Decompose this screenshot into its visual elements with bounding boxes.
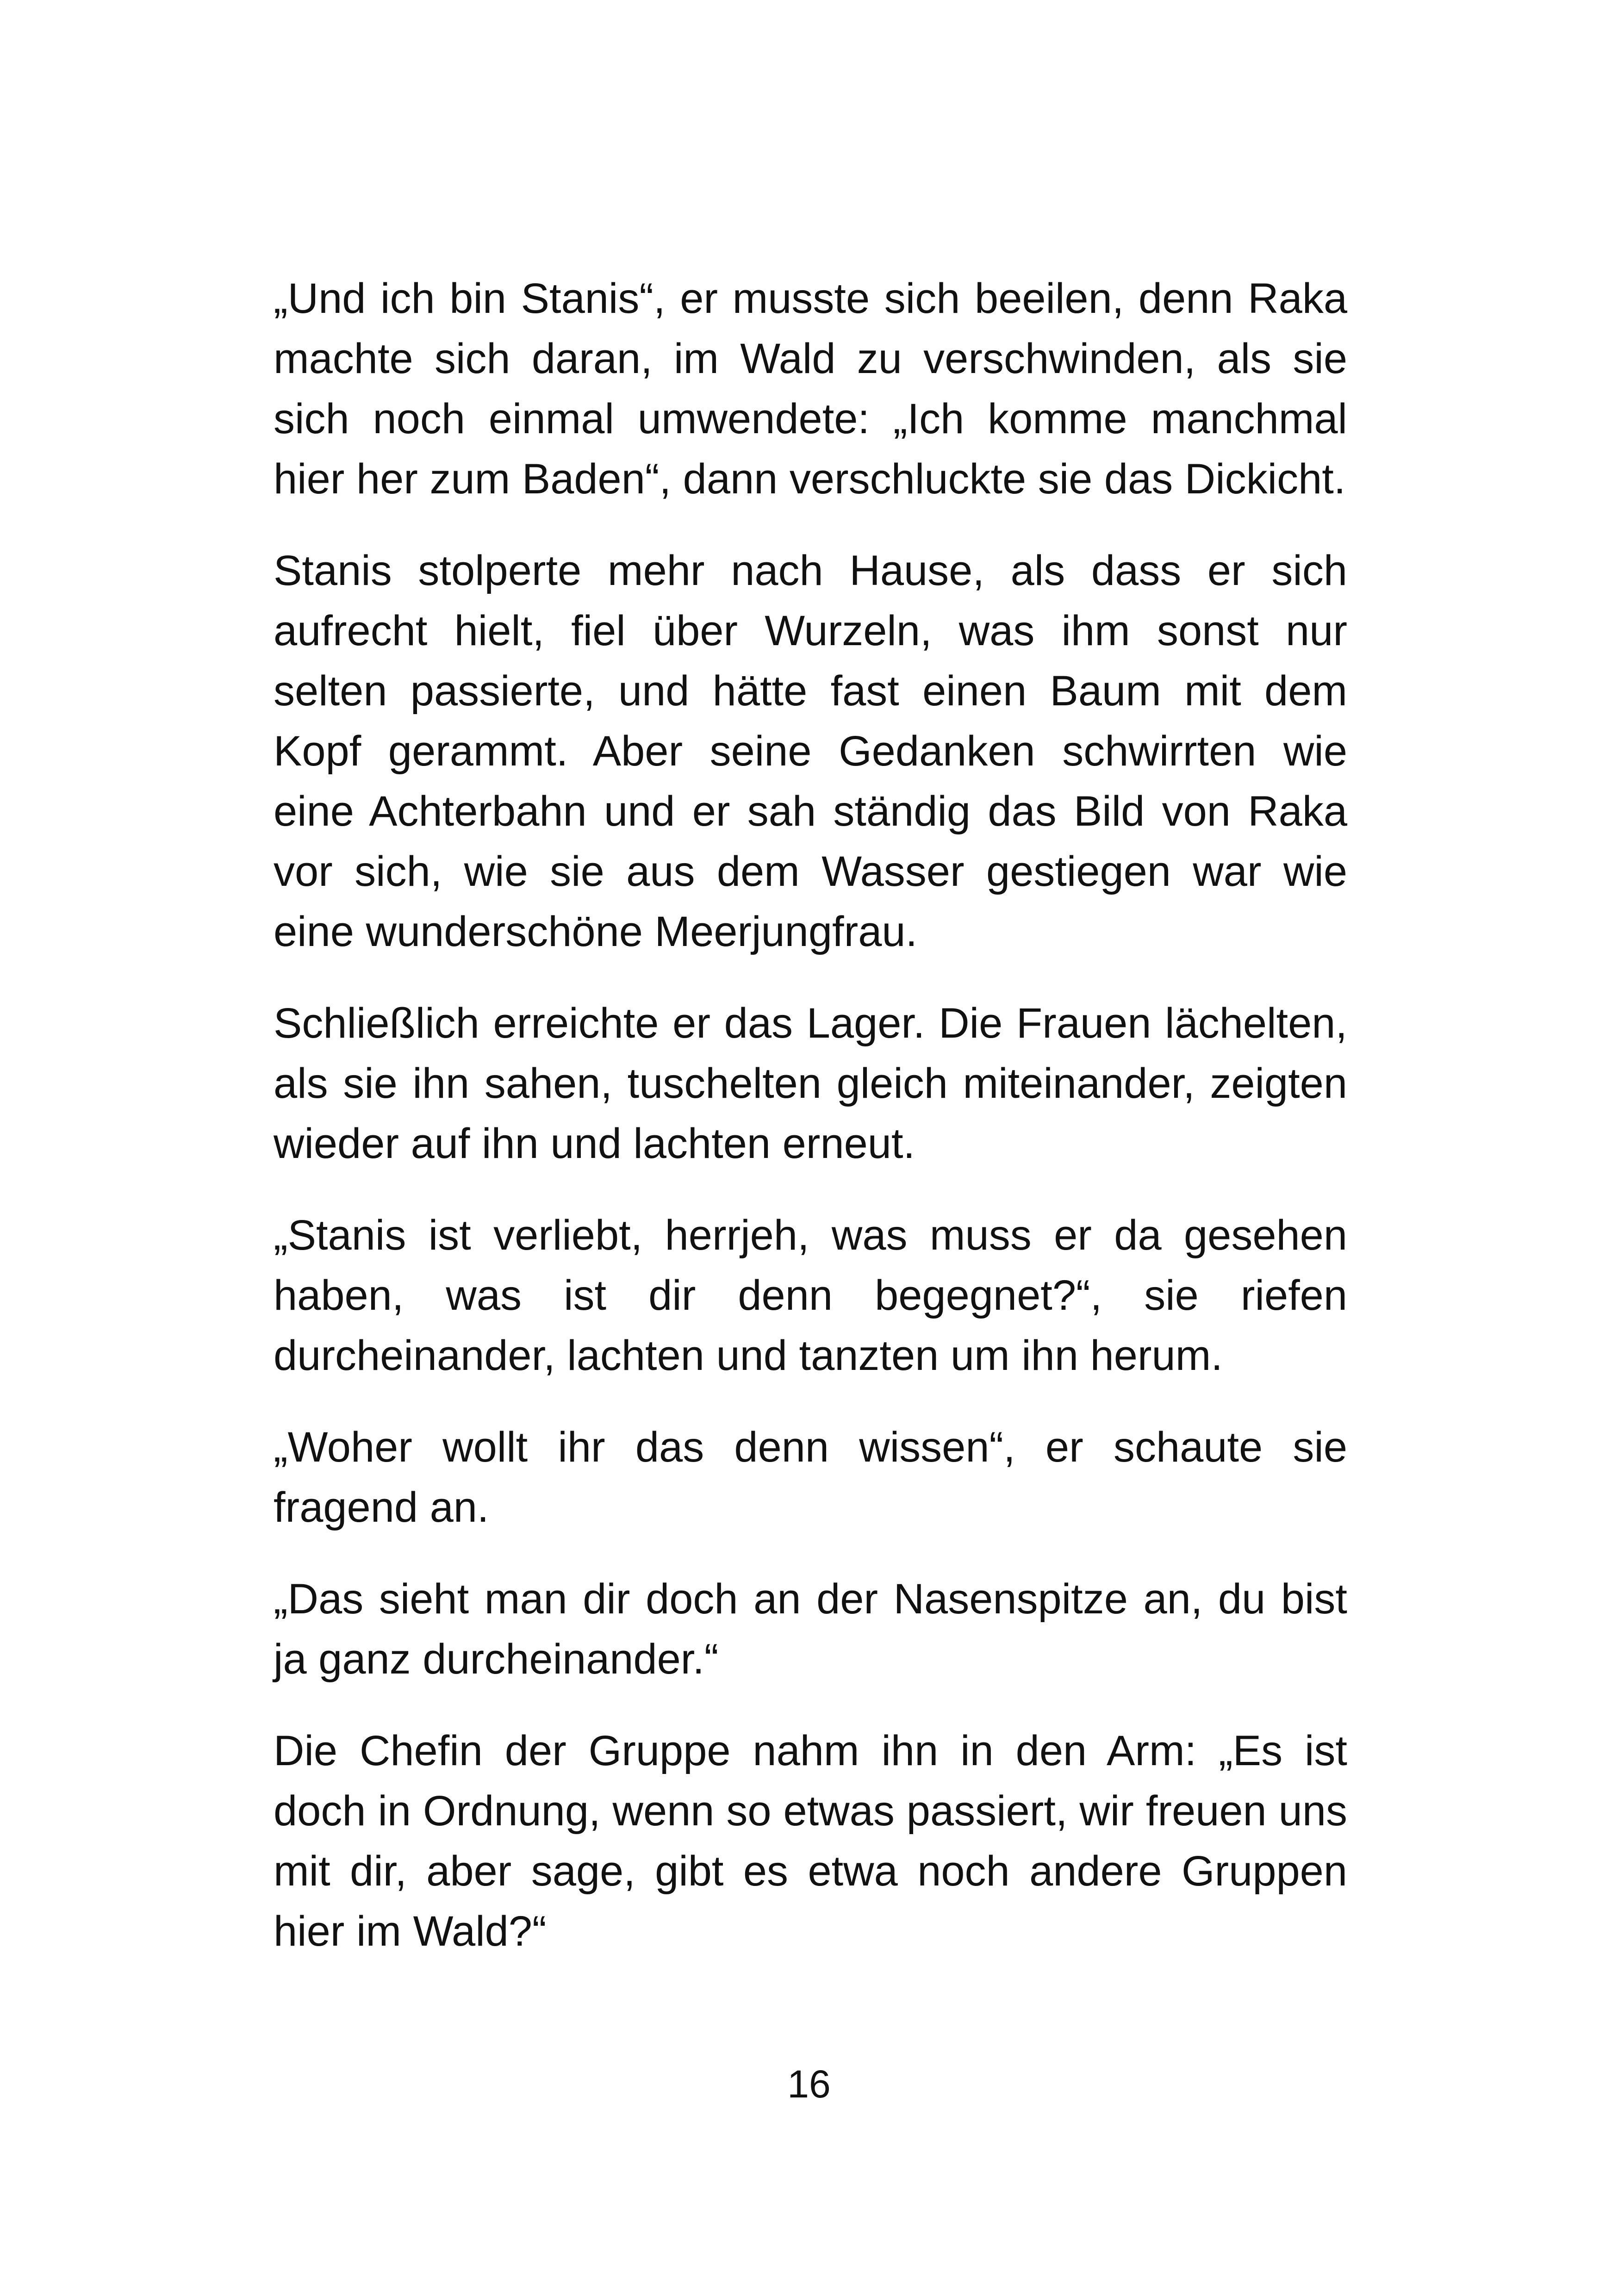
paragraph-4: „Stanis ist verliebt, herrjeh, was muss er da gesehen haben, was ist dir denn begegnet?“, sie riefen durcheinander, lachten und tanzten um ihn herum. xyxy=(274,1212,1347,1379)
body-text xyxy=(274,268,1347,1961)
paragraph-7: Die Chefin der Gruppe nahm ihn in den Arm: „Es ist doch in Ordnung, wenn so etwas passiert, wir freuen uns mit dir, aber sage, gibt es etwa noch andere Gruppen hier im Wald?“ xyxy=(274,1727,1347,1955)
page-number: 16 xyxy=(787,2062,831,2106)
paragraph-5: „Woher wollt ihr das denn wissen“, er schaute sie fragend an. xyxy=(274,1424,1347,1531)
paragraph-6: „Das sieht man dir doch an der Nasenspitze an, du bist ja ganz durcheinander.“ xyxy=(274,1575,1347,1683)
paragraph-3: Schließlich erreichte er das Lager. Die Frauen lächelten, als sie ihn sahen, tuschelten gleich miteinander, zeigten wieder auf ihn und lachten erneut. xyxy=(274,1000,1347,1167)
paragraph-1: „Und ich bin Stanis“, er musste sich beeilen, denn Raka machte sich daran, im Wald zu verschwinden, als sie sich noch einmal umwendete: „Ich komme manchmal hier her zum Baden“, dann verschluckte sie das Dickicht. xyxy=(274,275,1347,503)
paragraph-2: Stanis stolperte mehr nach Hause, als dass er sich aufrecht hielt, fiel über Wurzeln, was ihm sonst nur selten passierte, und hätte fast einen Baum mit dem Kopf gerammt. Aber seine Gedanken schwirrten wie eine Achterbahn und er sah ständig das Bild von Raka vor sich, wie sie aus dem Wasser gestiegen war wie eine wunderschöne Meerjungfrau. xyxy=(274,547,1347,955)
